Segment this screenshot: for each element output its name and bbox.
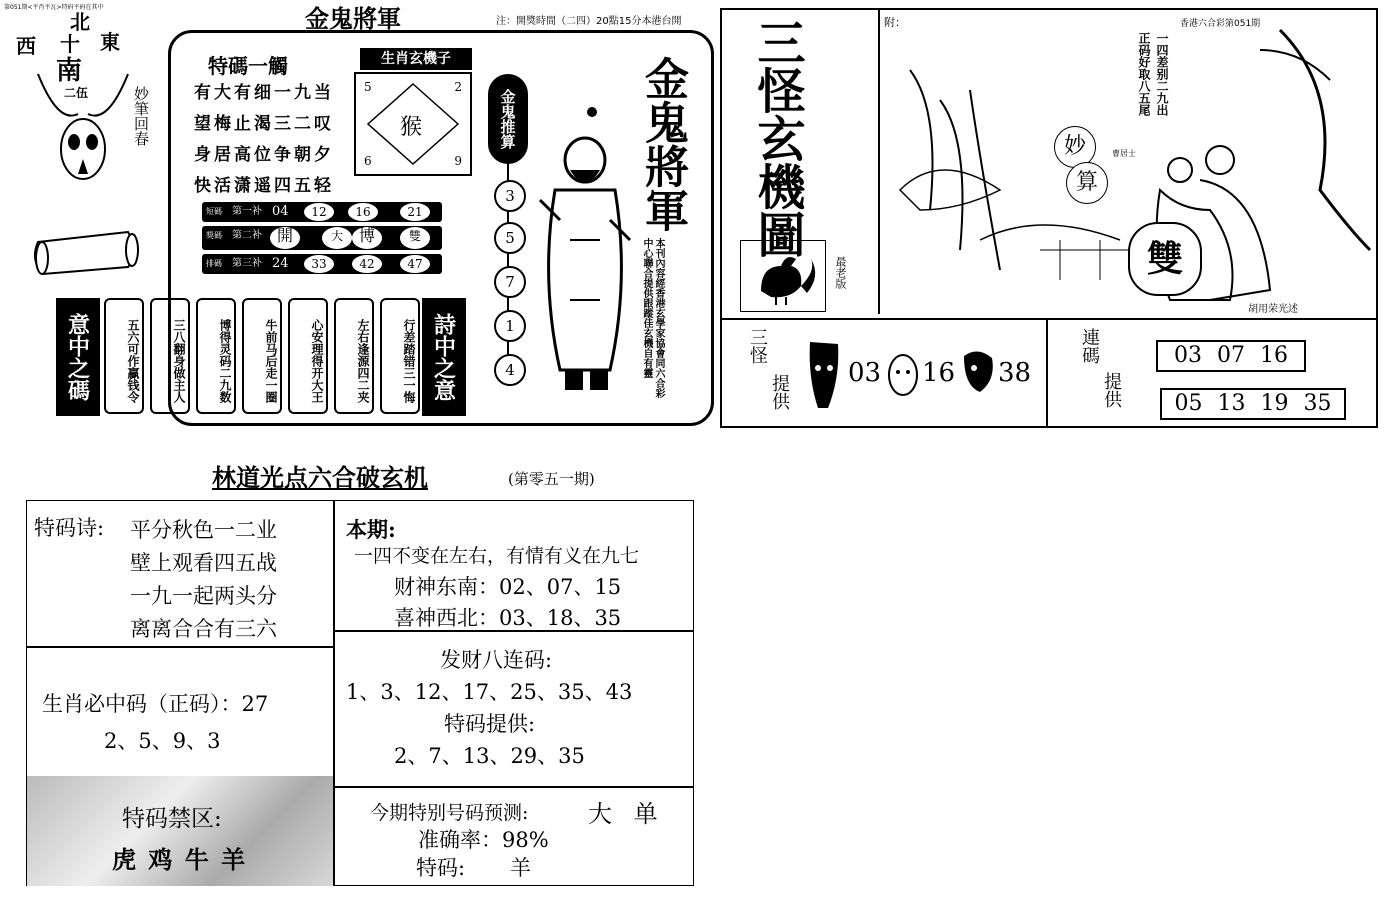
compass-west: 西: [16, 34, 36, 58]
shengxiao-head: 生肖玄機子: [360, 48, 472, 70]
panel-c-title: 林道光点六合破玄机: [212, 463, 428, 492]
number-row-1: [202, 202, 442, 222]
row-side: 獎碼: [206, 231, 222, 240]
compass-south: 南: [56, 56, 83, 86]
lianma-label: 連碼: [1079, 328, 1100, 364]
tema-shi-line: 离离合合有三六: [130, 617, 277, 641]
scroll-icon: [28, 222, 148, 282]
jinqu-label: 特码禁区:: [122, 806, 222, 832]
row-num: 雙: [400, 227, 430, 249]
poem-left: 正码好取八五尾: [1137, 32, 1151, 116]
row-num: 大: [322, 227, 352, 249]
row-num: 47: [400, 255, 430, 273]
row-num: 24: [272, 256, 289, 271]
row-num: 開: [270, 227, 300, 249]
shengxiao-box: [354, 72, 472, 176]
gold-head: 金鬼推算: [488, 74, 528, 164]
lianma-num: 16: [1260, 343, 1288, 368]
circle-num: 3: [494, 180, 526, 212]
illustration-area: [878, 10, 1376, 314]
row-num: 21: [400, 203, 430, 221]
scroll-item: 三八翻身做主人: [150, 298, 190, 414]
left-block: 意中之碼: [56, 298, 100, 416]
scroll-item: 行差踏错三一悔: [380, 298, 420, 414]
tema-shi-line: 壁上观看四五战: [130, 551, 277, 575]
fu-label: 附：: [884, 16, 906, 29]
tema-poem-line: 望梅止渴三二叹: [194, 114, 334, 134]
big-title: 金鬼將軍: [637, 56, 688, 232]
tema-poem-line: 快活潇遥四五轻: [194, 176, 334, 196]
lianma-row-1: [1156, 340, 1306, 372]
yuce-label: 今期特别号码预测:: [370, 802, 529, 824]
lianma-label2: 提供: [1101, 372, 1122, 408]
shengxiao-label: 生肖必中码（正码）：27: [42, 692, 269, 716]
zui-label: 最老版: [834, 256, 847, 289]
scroll-item: 心安理得开大王: [288, 298, 328, 414]
row-num: 42: [352, 255, 382, 273]
sanguai-label2: 提供: [769, 374, 790, 410]
panel-c-subtitle: (第零五一期): [508, 470, 595, 488]
benqi-line: 一四不变在左右，有情有义在九七: [354, 545, 640, 567]
panel-sanguai-xuanji: [720, 8, 1384, 428]
rooster-box: [740, 240, 826, 312]
xishen: 喜神西北：03、18、35: [394, 606, 622, 630]
tema-value: 羊: [510, 856, 531, 880]
facai-nums: 1、3、12、17、25、35、43: [346, 680, 633, 704]
sign: 曹居士: [1112, 149, 1136, 158]
brush-text: 妙筆回春: [132, 86, 150, 146]
panel-a-note: 注：開獎時間（二四）20點15分本港台開: [496, 16, 682, 27]
sanguai-title: 三怪玄機圖: [749, 18, 805, 258]
sx-tl: 5: [364, 80, 372, 94]
footer-sign: 胡用荣光述: [1248, 304, 1298, 315]
sanguai-num: 03: [848, 358, 882, 388]
row-label: 第一补: [232, 206, 262, 217]
tema-poem-line: 有大有细一九当: [194, 83, 334, 103]
sx-br: 9: [454, 154, 462, 168]
sanguai-label: 三怪: [747, 328, 768, 364]
lianma-num: 13: [1217, 391, 1246, 416]
circle-num: 4: [494, 354, 526, 386]
compass-corner: [8, 4, 158, 214]
circle-suan: 算: [1066, 162, 1108, 204]
tema-tigong-label: 特码提供:: [444, 712, 536, 736]
ox-skull-icon: [28, 64, 138, 184]
divider-vertical: [333, 500, 335, 886]
lianma-row-2: [1160, 388, 1346, 420]
tema-head: 特碼一觸: [208, 54, 288, 78]
tema-shi-line: 平分秋色一二业: [130, 518, 277, 542]
facai-label: 发财八连码:: [440, 648, 553, 672]
sanguai-num: 16: [922, 358, 956, 388]
number-row-2: [202, 226, 442, 250]
panel-jingui-jiangjun: [8, 4, 714, 424]
row-side: 排碼: [206, 259, 222, 268]
row-num: 12: [304, 203, 334, 221]
issue-label: 香港六合彩第051期: [1180, 19, 1261, 29]
rooster-icon: [741, 241, 825, 311]
benqi-label: 本期:: [346, 517, 396, 542]
shengxiao-nums: 2、5、9、3: [104, 729, 221, 753]
lianma-num: 19: [1260, 391, 1289, 416]
lianma-num: 03: [1174, 343, 1202, 368]
row-num: 博: [352, 227, 382, 249]
ghost-head-icon: [958, 346, 998, 396]
tema-poem-line: 身居高位争朝夕: [194, 145, 334, 165]
compass-code: 二伍: [64, 86, 89, 100]
side-text: 本刊內容經香港玄學家協會同六合彩中心聯合提供跟蹤佳玄機自有靈: [641, 238, 664, 398]
tema-label: 特码:: [416, 856, 466, 880]
panel-a-title: 金鬼將軍: [305, 4, 401, 33]
number-row-3: [202, 254, 442, 274]
ghost-mask-icon: [806, 338, 842, 414]
poem-right: 一四差别二九出: [1155, 32, 1169, 116]
ghost-general-figure: [530, 100, 640, 400]
landscape-illustration: [880, 10, 1374, 314]
sx-center: 猴: [400, 115, 423, 140]
row-side: 短碼: [206, 207, 222, 216]
yuce-value: 大 单: [588, 800, 658, 828]
header-strip: 第051期<平肖平瓦>特码平码在其中: [4, 4, 104, 11]
row-num: 33: [304, 255, 334, 273]
jar-shuang: 雙: [1128, 222, 1202, 296]
row-label: 第二补: [232, 230, 262, 241]
sx-tr: 2: [454, 80, 462, 94]
scroll-item: 牛前马后走一圈: [242, 298, 282, 414]
tema-shi-line: 一九一起两头分: [130, 584, 277, 608]
divider-horizontal: [26, 646, 334, 648]
right-block: 詩中之意: [422, 298, 466, 416]
circle-num: 5: [494, 222, 526, 254]
scroll-item: 左右逢源四二夹: [334, 298, 374, 414]
sx-bl: 6: [364, 154, 372, 168]
tema-shi-label: 特码诗:: [34, 516, 105, 540]
circle-miao: 妙: [1054, 126, 1096, 168]
scroll-item: 博得灵码二九数: [196, 298, 236, 414]
scroll-item: 五六可作贏钱令: [104, 298, 144, 414]
lianma-num: 05: [1174, 391, 1203, 416]
circle-num: 1: [494, 310, 526, 342]
lianma-num: 07: [1217, 343, 1245, 368]
compass-num: 十: [60, 32, 80, 56]
divider-horizontal: [333, 786, 694, 788]
tema-tigong-nums: 2、7、13、29、35: [394, 744, 585, 768]
jinqu-value: 虎 鸡 牛 羊: [112, 845, 248, 874]
caishen: 财神东南：02、07、15: [394, 575, 622, 599]
tema-shi-poem: [130, 514, 277, 646]
ghost-face-icon: [886, 352, 920, 398]
tema-poem: [194, 78, 334, 202]
lianma-num: 35: [1303, 391, 1332, 416]
circle-num: 7: [494, 266, 526, 298]
row-num: 04: [272, 204, 289, 219]
divider-horizontal: [720, 318, 1378, 320]
zhunque-label: 准确率：98%: [418, 828, 549, 852]
compass-north: 北: [70, 10, 90, 34]
row-label: 第三补: [232, 258, 262, 269]
divider-vertical: [1046, 318, 1048, 426]
compass-east: 東: [100, 30, 120, 54]
row-num: 16: [348, 203, 378, 221]
sanguai-num: 38: [998, 358, 1032, 388]
